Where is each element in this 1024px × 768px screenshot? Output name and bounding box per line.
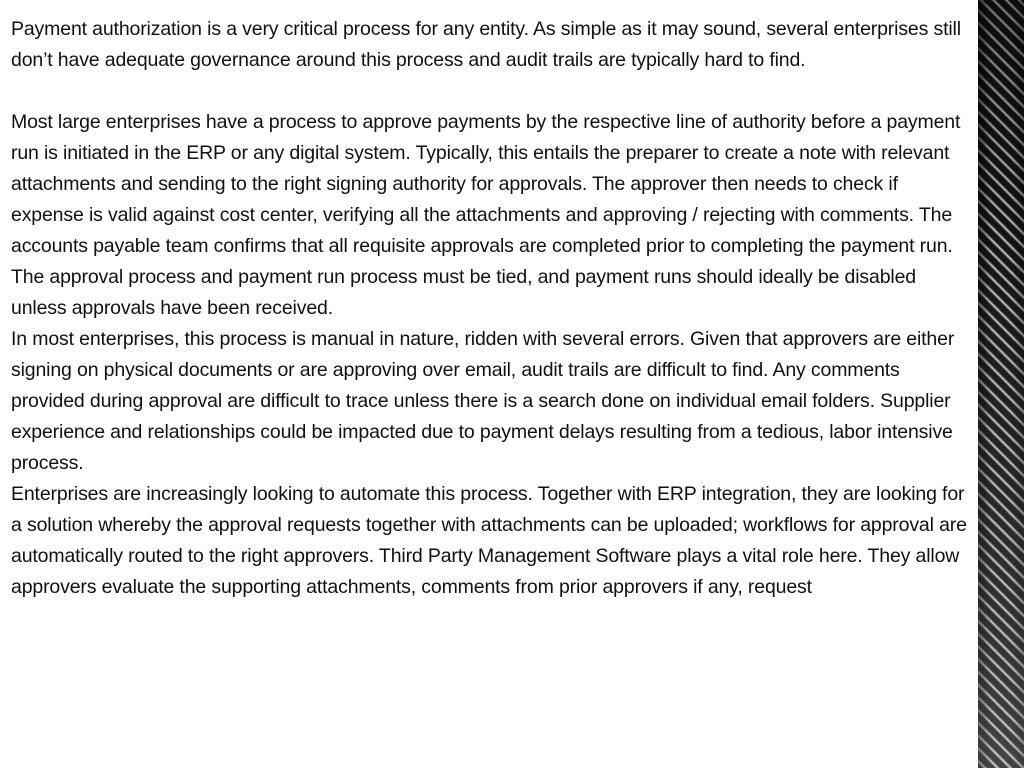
edge-sheen: [978, 0, 1024, 768]
body-text: [11, 14, 971, 603]
paragraph-3: In most enterprises, this process is manual in nature, ridden with several errors. Given that approvers are either signing on physical documents or are approving over email, audit trails are difficult to find. Any comments provided during approval are difficult to trace unless there is a search done on individual email folders. Supplier experience and relationships could be impacted due to payment delays resulting from a tedious, labor intensive process.: [11, 328, 955, 474]
paragraph-1: Payment authorization is a very critical process for any entity. As simple as it may sound, several enterprises still don’t have adequate governance around this process and audit trails are typically hard to find.: [11, 18, 961, 71]
paragraph-2: Most large enterprises have a process to approve payments by the respective line of authority before a payment run is initiated in the ERP or any digital system. Typically, this entails the preparer to create a note with relevant attachments and sending to the right signing authority for approvals. The approver then needs to check if expense is valid against cost center, verifying all the attachments and approving / rejecting with comments. The accounts payable team confirms that all requisite approvals are completed prior to completing the payment run. The approval process and payment run process must be tied, and payment runs should ideally be disabled unless approvals have been received.: [11, 111, 961, 319]
paragraph-4: Enterprises are increasingly looking to automate this process. Together with ERP integration, they are looking for a solution whereby the approval requests together with attachments can be uploaded; workflows for approval are automatically routed to the right approvers. Third Party Management Software plays a vital role here. They allow approvers evaluate the supporting attachments, comments from prior approvers if any, request: [11, 483, 967, 598]
paragraph-spacer: [11, 76, 971, 107]
